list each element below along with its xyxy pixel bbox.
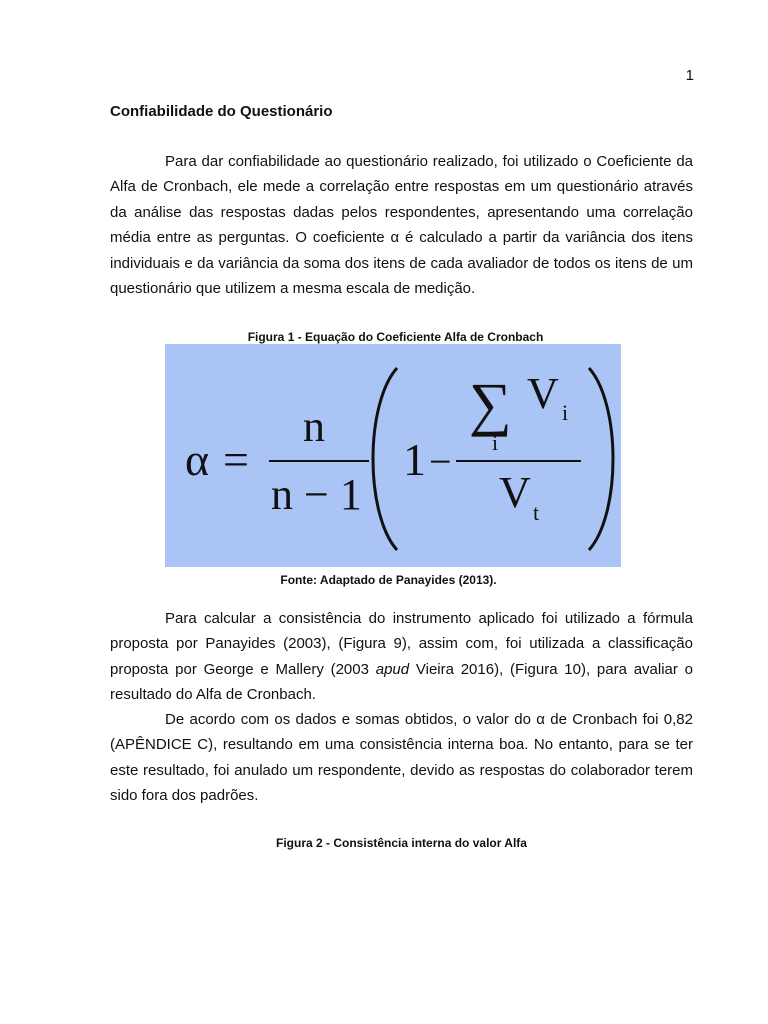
paragraph-result: De acordo com os dados e somas obtidos, o valor do α de Cronbach foi 0,82 (APÊNDICE C), resultando em uma consistência interna boa. No entanto, para se ter este resultado, foi anulado um respondente, devido as respostas do colaborador terem sido fora dos padrões. bbox=[110, 711, 693, 805]
paragraph-intro: Para dar confiabilidade ao questionário realizado, foi utilizado o Coeficiente da Alfa de Cronbach, ele mede a correlação entre respostas em um questionário através da análise das respostas dadas pelos respondentes, apresentando uma correlação média entre as perguntas. O coeficiente α é calculado a partir da variância dos itens individuais e da variância da soma dos itens de cada avaliador de todos os itens de um questionário que utilizem a mesma escala de medição. bbox=[110, 153, 693, 298]
figure1-source: Fonte: Adaptado de Panayides (2013). bbox=[280, 573, 497, 587]
figure1-caption: Figura 1 - Equação do Coeficiente Alfa de Cronbach bbox=[247, 330, 544, 344]
paragraph-method bbox=[110, 606, 693, 708]
formula-left-paren bbox=[373, 368, 397, 550]
formula-v-i-sub: i bbox=[562, 400, 569, 425]
formula-minus: − bbox=[429, 439, 452, 484]
formula-right-paren bbox=[589, 368, 613, 550]
paragraph-method-part1: Para calcular a consistência do instrumento aplicado foi utilizado a fórmula proposta por Panayides (2003), (Figura 9), assim com, foi utilizada a classificação proposta por George e Mallery (2003 bbox=[110, 610, 693, 678]
formula-v-t: V bbox=[499, 468, 531, 517]
formula-alpha: α bbox=[185, 434, 210, 485]
formula-one: 1 bbox=[403, 434, 426, 485]
section-heading: Confiabilidade do Questionário bbox=[110, 103, 333, 120]
formula-equals: = bbox=[223, 434, 249, 485]
paragraph-method-part2: Vieira 2016), (Figura 10), para avaliar o resultado do Alfa de Cronbach. bbox=[110, 660, 693, 704]
figure2-caption: Figura 2 - Consistência interna do valor Alfa bbox=[276, 836, 527, 850]
formula-sum-index: i bbox=[492, 430, 499, 455]
paragraph-method-italic: apud bbox=[375, 660, 410, 678]
formula-numerator: n bbox=[303, 402, 325, 451]
formula-v-t-sub: t bbox=[533, 500, 540, 525]
formula-v-i: V bbox=[527, 369, 559, 418]
formula-sigma: ∑ bbox=[469, 371, 512, 437]
formula-svg bbox=[165, 344, 621, 567]
page-number: 1 bbox=[685, 67, 694, 84]
cronbach-alpha-formula-image bbox=[165, 344, 621, 567]
formula-denominator: n − 1 bbox=[271, 470, 362, 519]
